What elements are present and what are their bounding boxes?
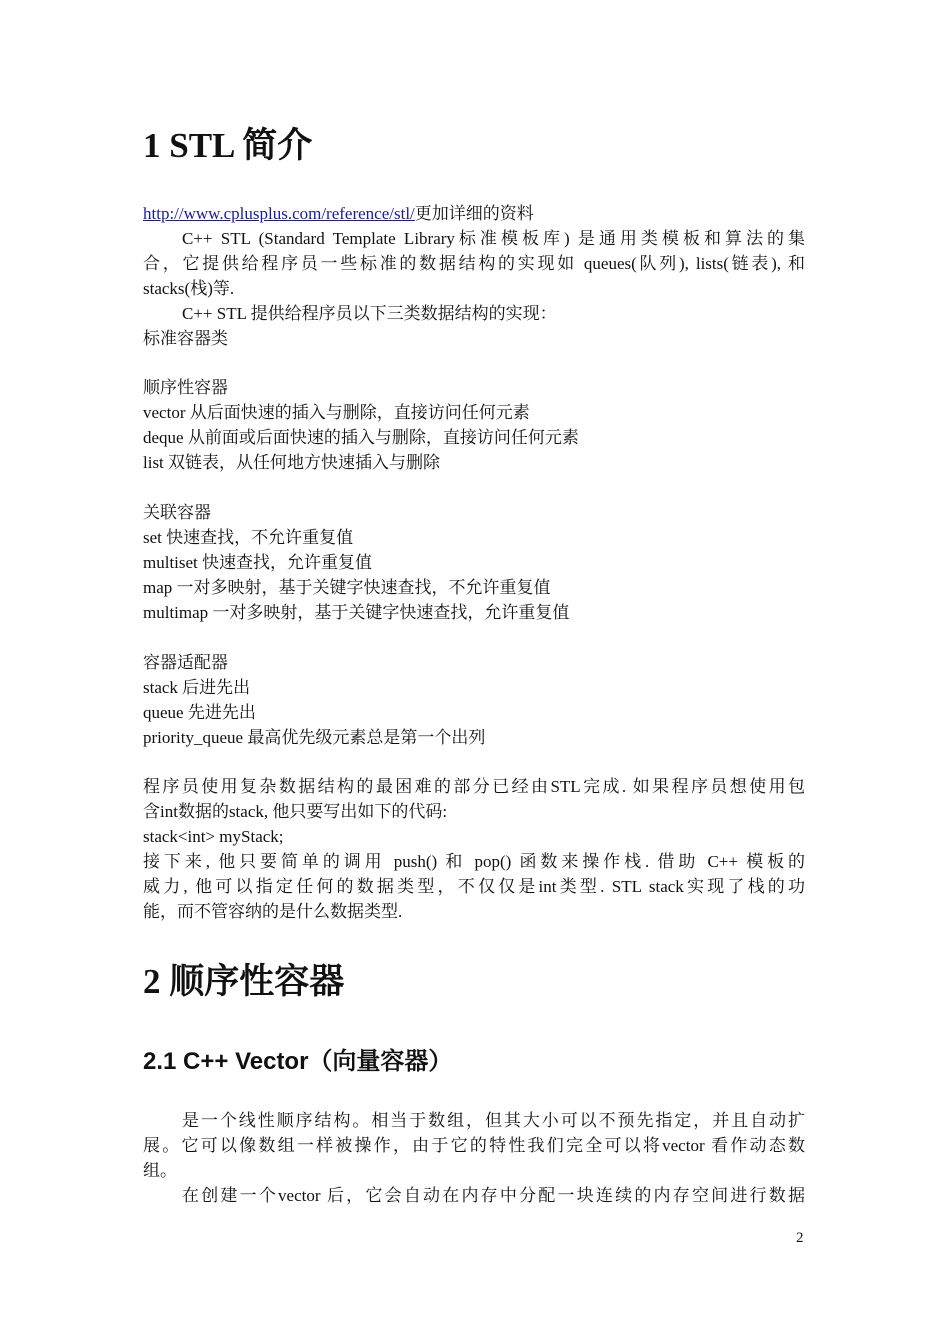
intro-line: 标准容器类 — [143, 329, 228, 348]
list-item: map 一对多映射，基于关键字快速查找，不允许重复值 — [143, 578, 551, 597]
intro-line: C++ STL 提供给程序员以下三类数据结构的实现： — [182, 304, 557, 323]
page-number: 2 — [796, 1230, 804, 1246]
closing-line: 程序员使用复杂数据结构的最困难的部分已经由STL完成. 如果程序员想使用包 — [143, 777, 805, 796]
intro-line: C++ STL (Standard Template Library标准模板库) 是通用类模板和算法的集 — [182, 229, 805, 248]
reference-suffix: 更加详细的资料 — [414, 204, 534, 223]
list-item: list 双链表，从任何地方快速插入与删除 — [143, 453, 441, 472]
intro-line: 合，它提供给程序员一些标准的数据结构的实现如 queues(队列), lists(链表), 和 — [143, 254, 805, 273]
list-item: multiset 快速查找，允许重复值 — [143, 553, 373, 572]
body-line: 在创建一个vector 后，它会自动在内存中分配一块连续的内存空间进行数据 — [182, 1186, 805, 1205]
subsection-heading: 2.1 C++ Vector（向量容器） — [143, 1048, 453, 1075]
reference-link[interactable]: http://www.cplusplus.com/reference/stl/ — [143, 204, 415, 223]
list-item: queue 先进先出 — [143, 703, 256, 722]
closing-line: 含int数据的stack, 他只要写出如下的代码: — [143, 802, 448, 821]
body-line: 是一个线性顺序结构。相当于数组，但其大小可以不预先指定，并且自动扩 — [182, 1111, 805, 1130]
adapter-heading: 容器适配器 — [143, 653, 228, 672]
list-item: multimap 一对多映射，基于关键字快速查找，允许重复值 — [143, 603, 570, 622]
list-item: priority_queue 最高优先级元素总是第一个出列 — [143, 728, 486, 747]
closing-line: 接下来, 他只要简单的调用 push() 和 pop() 函数来操作栈. 借助 C++ 模板的 — [143, 852, 805, 871]
list-item: vector 从后面快速的插入与删除，直接访问任何元素 — [143, 403, 530, 422]
section-2-heading: 2 顺序性容器 — [143, 962, 345, 1001]
sequence-heading: 顺序性容器 — [143, 378, 228, 397]
list-item: set 快速查找，不允许重复值 — [143, 528, 354, 547]
list-item: stack 后进先出 — [143, 678, 251, 697]
reference-line — [143, 201, 534, 226]
list-item: deque 从前面或后面快速的插入与删除，直接访问任何元素 — [143, 428, 579, 447]
body-line: 展。它可以像数组一样被操作，由于它的特性我们完全可以将vector 看作动态数 — [143, 1136, 805, 1155]
assoc-heading: 关联容器 — [143, 503, 211, 522]
closing-line: 能，而不管容纳的是什么数据类型. — [143, 902, 403, 921]
section-1-heading: 1 STL 简介 — [143, 126, 313, 165]
body-line: 组。 — [143, 1161, 177, 1180]
closing-line: 威力, 他可以指定任何的数据类型，不仅仅是int类型. STL stack实现了栈的功 — [143, 877, 805, 896]
code-line: stack<int> myStack; — [143, 827, 284, 846]
intro-line: stacks(栈)等. — [143, 279, 235, 298]
